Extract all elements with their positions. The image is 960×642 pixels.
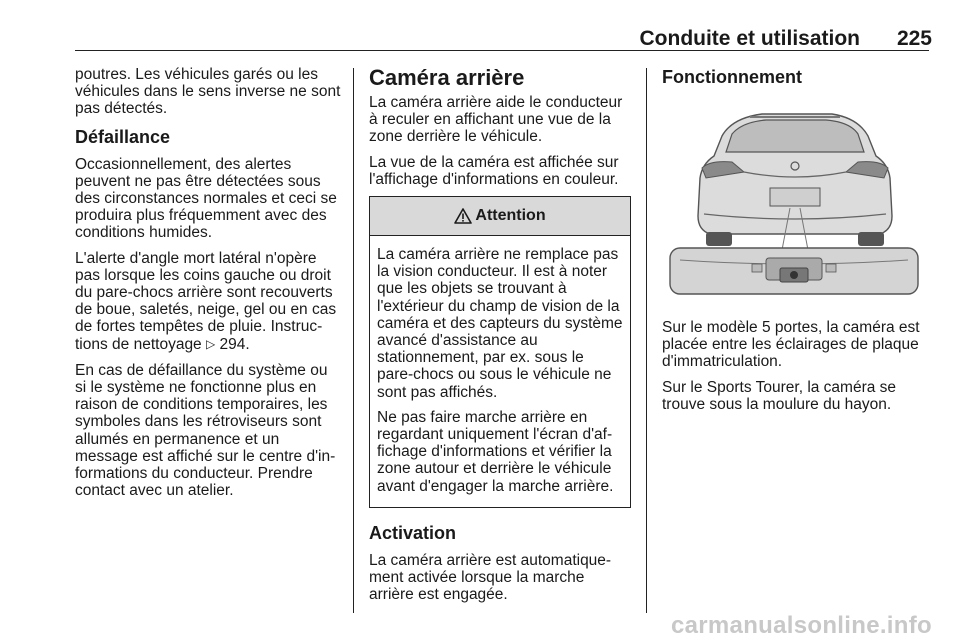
column-divider-2 <box>646 68 647 613</box>
page-number: 225 <box>896 27 932 50</box>
paragraph: La caméra arrière aide le conducteur à reculer en affichant une vue de la zone derrière le véhicule. <box>369 94 623 146</box>
paragraph: La vue de la caméra est affichée sur l'affichage d'informations en couleur. <box>369 153 619 188</box>
paragraph: Ne pas faire marche arrière en regardant uniquement l'écran d'af-fichage d'informations et vérifier la zone autour et derrière le véhicule avant d'engager la marche arrière. <box>377 408 614 495</box>
page-reference-arrow-icon: ▷ <box>206 336 216 351</box>
paragraph: Sur le modèle 5 portes, la caméra est placée entre les éclairages de plaque d'immatriculation. <box>662 319 920 371</box>
paragraph: La caméra arrière ne remplace pas la vision conducteur. Il est à noter que les objets se trouvant à l'extérieur du champ de vision de la caméra et des capteurs du système avancé d'assistance au stationnement, par ex. sous le pare-chocs ou sous le véhicule ne sont pas affichés. <box>377 246 623 401</box>
paragraph: poutres. Les véhicules garés ou les véhicules dans le sens inverse ne sont pas détectés. <box>75 66 341 118</box>
column-2 <box>369 66 631 611</box>
column-divider-1 <box>353 68 354 613</box>
section-heading-camera: Caméra arrière <box>369 65 525 90</box>
column-3 <box>662 66 930 421</box>
warning-body <box>370 236 630 507</box>
watermark-text: carmanualsonline.info <box>670 612 932 639</box>
warning-title: Attention <box>475 207 546 225</box>
warning-header <box>370 197 630 236</box>
paragraph: L'alerte d'angle mort latéral n'opère pas lorsque les coins gauche ou droit du pare-chocs arrière sont recouverts de boue, saletés, neige, gel ou en cas de fortes tempêtes de pluie. Instruc-tions de nettoyage ▷ 294. <box>75 249 337 353</box>
header-divider <box>75 50 929 51</box>
section-heading-fonctionnement: Fonctionnement <box>662 67 802 87</box>
section-heading-activation: Activation <box>369 522 457 543</box>
car-rear-icon <box>662 98 926 298</box>
page-reference-link[interactable]: 294. <box>219 335 250 353</box>
page-header-title: Conduite et utilisation <box>639 27 860 50</box>
paragraph: La caméra arrière est automatique-ment activée lorsque la marche arrière est engagée. <box>369 551 612 604</box>
section-heading-defaillance: Défaillance <box>75 126 171 147</box>
rear-camera-illustration <box>662 98 930 303</box>
column-1 <box>75 66 341 507</box>
paragraph: Sur le Sports Tourer, la caméra se trouve sous la moulure du hayon. <box>662 378 897 413</box>
paragraph: En cas de défaillance du système ou si le système ne fonctionne plus en raison de conditions temporaires, les symboles dans les rétroviseurs sont allumés en permanence et un message est affiché sur le centre d'in-formations du conducteur. Prendre contact avec un atelier. <box>75 361 336 500</box>
paragraph: Occasionnellement, des alertes peuvent ne pas être détectées sous des circonstances normales et ceci se produira plus fréquemment avec des conditions humides. <box>75 155 337 242</box>
warning-box <box>369 196 631 508</box>
warning-triangle-icon <box>454 208 472 224</box>
